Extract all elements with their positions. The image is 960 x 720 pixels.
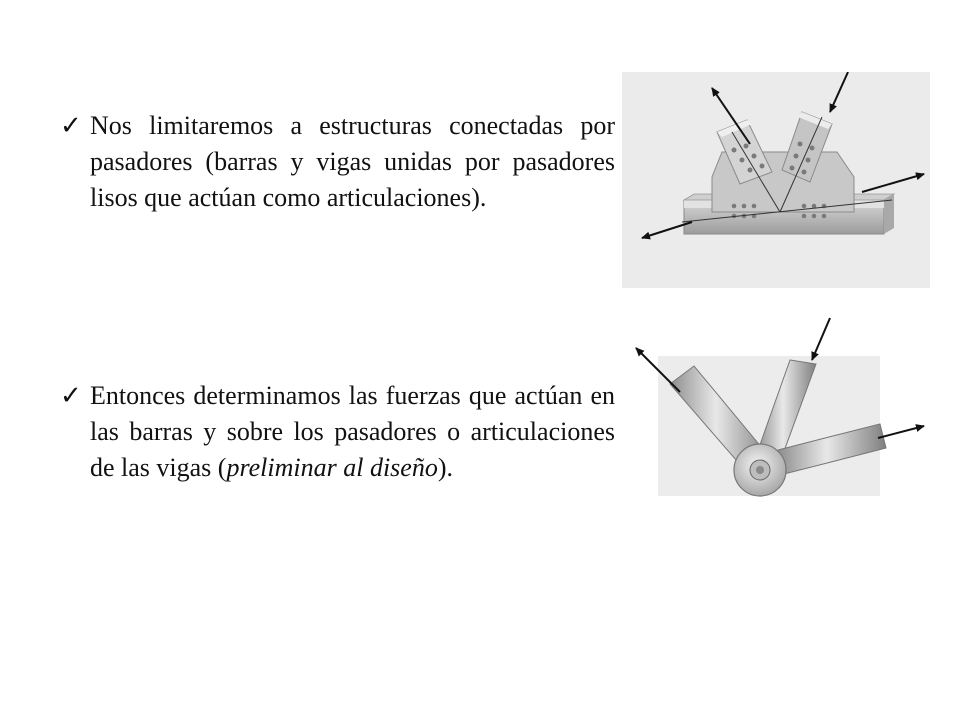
pin-connector: [734, 444, 786, 496]
gusset-joint-figure: [622, 72, 930, 288]
bullet-structures: [60, 108, 615, 216]
forces-text-end: ).: [437, 453, 454, 482]
bullet-text-structures: Nos limitaremos a estructuras conectadas por pasadores (barras y vigas unidas por pasadores lisos que actúan como articulaciones).: [90, 111, 615, 212]
checkmark-icon: ✓: [60, 111, 82, 141]
bullet-forces: [60, 378, 615, 486]
pin-joint-figure: [628, 312, 928, 522]
bullet-text-forces: [90, 378, 615, 486]
forces-text-italic: preliminar al diseño: [226, 453, 438, 482]
forces-text-main: Entonces determinamos las fuerzas que actúan en las barras y sobre los pasadores o articulaciones de las vigas (: [90, 381, 615, 482]
checkmark-icon: ✓: [60, 381, 82, 411]
